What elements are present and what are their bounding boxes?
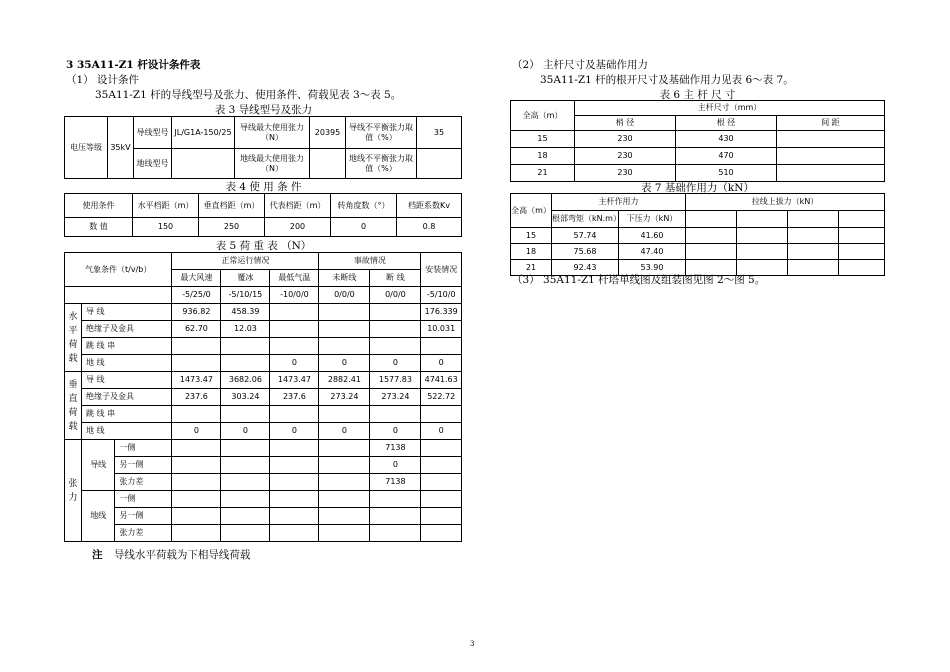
table-5-cell [370, 338, 421, 355]
row-label: 一侧 [115, 491, 172, 508]
table-5-cell: 4741.63 [421, 372, 462, 389]
table-4-header: 水平档距（m） [133, 194, 199, 218]
col-header: 最大风速 [172, 270, 221, 287]
groundwire-unbalance [417, 149, 462, 179]
empty-cell [839, 228, 885, 244]
table-5-cell: 237.6 [270, 389, 319, 406]
table-5-cell [270, 440, 319, 457]
weather-condition-label: 气象条件（t/v/b） [65, 253, 172, 287]
table-5-cell: 522.72 [421, 389, 462, 406]
table-5-cell: 936.82 [172, 304, 221, 321]
table-5-cell [370, 508, 421, 525]
table-4-row-label: 数 值 [65, 218, 133, 237]
table-6-cell: 230 [575, 165, 676, 182]
table-5-cell [370, 304, 421, 321]
installation-header: 安装情况 [421, 253, 462, 287]
row-label: 地 线 [82, 423, 172, 440]
table-5-cell [172, 355, 221, 372]
table-4-cell: 0 [331, 218, 397, 237]
table-4-caption: 表 4 使 用 条 件 [225, 181, 302, 193]
table-5-cell: 0 [370, 457, 421, 474]
table-5-cell [172, 338, 221, 355]
col-header: 间 距 [777, 116, 885, 131]
normal-operation-header: 正常运行情况 [172, 253, 319, 270]
col-header: 根部弯矩（kN.m） [552, 211, 619, 228]
table-5-cell [221, 491, 270, 508]
table-7 [510, 193, 885, 276]
conductor-unbalance: 35 [417, 117, 462, 149]
table-5-cell [421, 525, 462, 542]
table-5-cell [270, 525, 319, 542]
empty-cell [839, 211, 885, 228]
table-7-cell: 75.68 [552, 244, 619, 260]
table-5-cell: 3682.06 [221, 372, 270, 389]
empty-cell [737, 244, 788, 260]
condition-value: 0/0/0 [370, 287, 421, 304]
table-5-cell: 10.031 [421, 321, 462, 338]
col-header: 下压力（kN） [619, 211, 686, 228]
main-pole-force-header: 主杆作用力 [552, 194, 686, 211]
table-5-cell: 7138 [370, 474, 421, 491]
table-6-cell [777, 131, 885, 148]
table-5-cell [172, 474, 221, 491]
empty-cell [839, 244, 885, 260]
table-5-cell [172, 406, 221, 423]
table-5-cell: 1473.47 [172, 372, 221, 389]
table-5-cell [221, 457, 270, 474]
table-5-cell [319, 406, 370, 423]
table-5-cell: 7138 [370, 440, 421, 457]
groundwire-max-tension [310, 149, 346, 179]
table-6-cell: 430 [676, 131, 777, 148]
row-label: 另一侧 [115, 508, 172, 525]
col-header: 未断线 [319, 270, 370, 287]
groundwire-model [172, 149, 235, 179]
row-label: 跳 线 串 [82, 338, 172, 355]
table-5-cell [421, 457, 462, 474]
table-6-cell: 470 [676, 148, 777, 165]
empty-cell [788, 260, 839, 276]
table-5-cell: 1577.83 [370, 372, 421, 389]
intro-text: 35A11-Z1 杆的导线型号及张力、使用条件、荷载见表 3～表 5。 [95, 89, 402, 101]
table-5-cell [270, 338, 319, 355]
col-header: 梢 径 [575, 116, 676, 131]
table-4-header: 档距系数Kv [397, 194, 462, 218]
table-5-cell [172, 457, 221, 474]
height-cell: 15 [511, 131, 575, 148]
table-5-cell [221, 338, 270, 355]
row-label: 导 线 [82, 304, 172, 321]
table-5-cell: 0 [370, 423, 421, 440]
table-5-cell: 12.03 [221, 321, 270, 338]
col-header: 根 径 [676, 116, 777, 131]
table-5-cell [319, 474, 370, 491]
conductor-subgroup: 导线 [82, 440, 115, 491]
note [92, 548, 250, 562]
table-5-cell: 273.24 [370, 389, 421, 406]
table-4-header: 代表档距（m） [265, 194, 331, 218]
conductor-max-tension: 20395 [310, 117, 346, 149]
table-4-header: 转角度数（°） [331, 194, 397, 218]
row-label: 张力差 [115, 525, 172, 542]
intro-text-2: 35A11-Z1 杆的根开尺寸及基础作用力见表 6～表 7。 [540, 74, 794, 86]
empty-cell [737, 228, 788, 244]
main-pole-size-header: 主杆尺寸（mm） [575, 101, 885, 116]
groundwire-model-label: 地线型号 [134, 149, 172, 179]
table-5-cell [319, 338, 370, 355]
table-5-cell [421, 338, 462, 355]
table-5-cell [221, 508, 270, 525]
section-heading: 3 35A11-Z1 杆设计条件表 [66, 59, 201, 71]
total-height-header: 全高（m） [511, 194, 552, 228]
table-5-cell [270, 406, 319, 423]
row-label: 一侧 [115, 440, 172, 457]
empty-cell [686, 228, 737, 244]
voltage-label: 电压等级 [65, 117, 108, 179]
table-5-cell: 273.24 [319, 389, 370, 406]
table-5-cell [421, 440, 462, 457]
row-label: 绝缘子及金具 [82, 389, 172, 406]
table-4-cell: 200 [265, 218, 331, 237]
condition-value: 0/0/0 [319, 287, 370, 304]
row-label: 绝缘子及金具 [82, 321, 172, 338]
table-5-cell: 0 [221, 423, 270, 440]
table-6-cell [777, 148, 885, 165]
height-cell: 18 [511, 148, 575, 165]
table-5-cell [221, 355, 270, 372]
table-5-cell: 62.70 [172, 321, 221, 338]
table-3-caption: 表 3 导线型号及张力 [214, 104, 313, 116]
table-6-cell: 230 [575, 148, 676, 165]
row-label: 张力差 [115, 474, 172, 491]
table-5-cell: 0 [421, 423, 462, 440]
table-5-cell: 2882.41 [319, 372, 370, 389]
tension-group: 张 力 [65, 440, 82, 542]
table-5-cell [270, 474, 319, 491]
table-6-cell [777, 165, 885, 182]
voltage-value: 35kV [108, 117, 134, 179]
table-7-caption: 表 7 基础作用力（kN） [641, 182, 754, 194]
table-5-cell: 176.339 [421, 304, 462, 321]
conductor-unbalance-label: 导线不平衡张力取值（%） [346, 117, 417, 149]
table-6-cell: 510 [676, 165, 777, 182]
table-5-cell [221, 440, 270, 457]
total-height-header: 全高（m） [511, 101, 575, 131]
condition-value: -10/0/0 [270, 287, 319, 304]
table-5-cell [319, 525, 370, 542]
table-5-cell: 458.39 [221, 304, 270, 321]
condition-value: -5/25/0 [172, 287, 221, 304]
table-5-cell [421, 508, 462, 525]
height-cell: 21 [511, 165, 575, 182]
empty-cell [65, 287, 172, 304]
table-5-cell [370, 525, 421, 542]
table-5-cell: 1473.47 [270, 372, 319, 389]
groundwire-subgroup: 地线 [82, 491, 115, 542]
col-header: 最低气温 [270, 270, 319, 287]
table-5-cell [172, 491, 221, 508]
table-5-cell [270, 508, 319, 525]
table-5-cell [172, 508, 221, 525]
table-5-cell [221, 474, 270, 491]
empty-cell [686, 244, 737, 260]
table-5-cell [270, 321, 319, 338]
table-5-cell: 303.24 [221, 389, 270, 406]
table-5-cell [270, 457, 319, 474]
col-header: 覆冰 [221, 270, 270, 287]
note-text: 导线水平荷载为下相导线荷载 [113, 549, 251, 561]
table-5-cell [172, 440, 221, 457]
table-6-caption: 表 6 主 杆 尺 寸 [659, 89, 736, 101]
table-5-cell [319, 457, 370, 474]
table-5-cell [370, 406, 421, 423]
row-label: 另一侧 [115, 457, 172, 474]
condition-value: -5/10/15 [221, 287, 270, 304]
table-5-cell: 237.6 [172, 389, 221, 406]
table-5-cell [221, 406, 270, 423]
empty-cell [737, 211, 788, 228]
subsection-1: （1） 设计条件 [66, 74, 140, 86]
table-7-cell: 41.60 [619, 228, 686, 244]
empty-cell [788, 244, 839, 260]
table-5-cell [319, 304, 370, 321]
table-5-cell [421, 406, 462, 423]
table-5-cell: 0 [270, 423, 319, 440]
table-7-cell: 47.40 [619, 244, 686, 260]
height-cell: 15 [511, 228, 552, 244]
guy-uplift-header: 拉线上拔力（kN） [686, 194, 885, 211]
table-5-cell: 0 [319, 355, 370, 372]
height-cell: 18 [511, 244, 552, 260]
table-5-cell [221, 525, 270, 542]
table-5-cell [172, 525, 221, 542]
table-4-cell: 150 [133, 218, 199, 237]
table-4 [64, 193, 462, 237]
table-5 [64, 252, 462, 542]
conductor-model-label: 导线型号 [134, 117, 172, 149]
note-label: 注 [92, 549, 103, 561]
row-label: 导 线 [82, 372, 172, 389]
table-3 [64, 116, 462, 179]
accident-header: 事故情况 [319, 253, 421, 270]
table-5-cell [270, 304, 319, 321]
conductor-max-tension-label: 导线最大使用张力（N） [235, 117, 310, 149]
table-5-cell [370, 321, 421, 338]
table-5-cell [421, 474, 462, 491]
page-number: 3 [470, 640, 475, 648]
table-5-cell [421, 491, 462, 508]
table-5-cell: 0 [421, 355, 462, 372]
groundwire-max-tension-label: 地线最大使用张力（N） [235, 149, 310, 179]
table-5-caption: 表 5 荷 重 表 （N） [215, 240, 312, 252]
table-5-cell [319, 440, 370, 457]
groundwire-unbalance-label: 地线不平衡张力取值（%） [346, 149, 417, 179]
table-5-cell: 0 [370, 355, 421, 372]
table-5-cell [319, 508, 370, 525]
empty-cell [839, 260, 885, 276]
table-5-cell [319, 491, 370, 508]
empty-cell [788, 211, 839, 228]
subsection-3: （3） 35A11-Z1 杆塔单线图及组装图见图 2～图 5。 [512, 274, 766, 286]
row-label: 跳 线 串 [82, 406, 172, 423]
table-7-cell: 92.43 [552, 260, 619, 276]
table-5-cell [319, 321, 370, 338]
table-4-header: 垂直档距（m） [199, 194, 265, 218]
height-cell: 21 [511, 260, 552, 276]
table-7-cell: 57.74 [552, 228, 619, 244]
table-4-cell: 250 [199, 218, 265, 237]
table-5-cell [370, 491, 421, 508]
table-4-cell: 0.8 [397, 218, 462, 237]
table-6 [510, 100, 885, 182]
col-header: 断 线 [370, 270, 421, 287]
table-4-header: 使用条件 [65, 194, 133, 218]
condition-value: -5/10/0 [421, 287, 462, 304]
subsection-2: （2） 主杆尺寸及基础作用力 [512, 59, 649, 71]
table-5-cell: 0 [270, 355, 319, 372]
conductor-model: JL/G1A-150/25 [172, 117, 235, 149]
empty-cell [686, 211, 737, 228]
table-7-cell: 53.90 [619, 260, 686, 276]
row-label: 地 线 [82, 355, 172, 372]
table-5-cell: 0 [319, 423, 370, 440]
table-5-cell: 0 [172, 423, 221, 440]
empty-cell [788, 228, 839, 244]
table-6-cell: 230 [575, 131, 676, 148]
horizontal-load-group: 水 平 荷 载 [65, 304, 82, 372]
table-5-cell [270, 491, 319, 508]
vertical-load-group: 垂 直 荷 载 [65, 372, 82, 440]
